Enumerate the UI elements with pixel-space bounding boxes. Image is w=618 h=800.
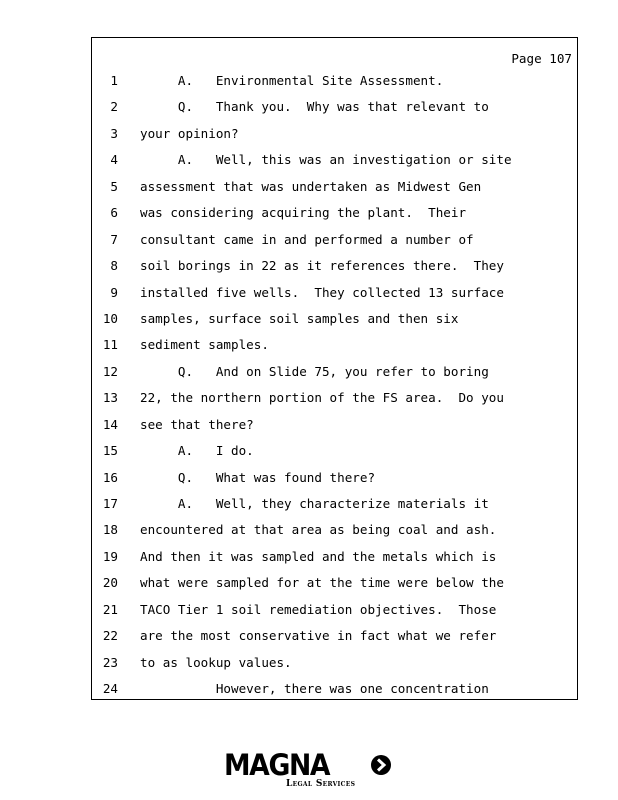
transcript-line <box>92 601 577 627</box>
line-number: 17 <box>102 496 118 511</box>
line-text: TACO Tier 1 soil remediation objectives. Those <box>140 601 497 617</box>
transcript-line <box>92 151 577 177</box>
line-text: was considering acquiring the plant. Their <box>140 205 467 221</box>
line-number: 21 <box>102 601 118 617</box>
page-number: Page 107 <box>511 51 572 66</box>
transcript-line <box>92 363 577 389</box>
line-number: 24 <box>102 681 118 697</box>
transcript-line <box>92 389 577 415</box>
line-text: see that there? <box>140 416 254 432</box>
line-number: 4 <box>110 152 118 168</box>
transcript-page <box>91 37 578 700</box>
transcript-line <box>92 310 577 336</box>
line-text: encountered at that area as being coal and ash. <box>140 522 497 538</box>
transcript-line <box>92 627 577 653</box>
transcript-line <box>92 257 577 283</box>
line-number: 8 <box>110 258 118 274</box>
transcript-line <box>92 495 577 521</box>
line-text: installed five wells. They collected 13 surface <box>140 284 504 300</box>
line-number: 20 <box>102 575 118 591</box>
line-number: 19 <box>102 548 118 564</box>
line-text: A. Well, this was an investigation or site <box>140 152 512 168</box>
transcript-line <box>92 574 577 600</box>
line-text: And then it was sampled and the metals which is <box>140 548 497 564</box>
line-text: consultant came in and performed a number of <box>140 231 474 247</box>
transcript-line <box>92 654 577 680</box>
line-number: 22 <box>102 628 118 644</box>
transcript-line <box>92 548 577 574</box>
line-text: A. I do. <box>140 443 254 459</box>
line-number: 14 <box>102 416 118 432</box>
logo-wordmark: MAGNA <box>224 748 330 782</box>
line-text: However, there was one concentration <box>140 681 489 697</box>
line-number: 12 <box>102 363 118 379</box>
transcript-line <box>92 98 577 124</box>
transcript-line <box>92 284 577 310</box>
line-number: 10 <box>102 310 118 326</box>
line-number: 18 <box>102 522 118 538</box>
line-text: A. Environmental Site Assessment. <box>140 73 444 88</box>
line-number: 11 <box>102 337 118 353</box>
transcript-line <box>92 204 577 230</box>
line-number: 7 <box>110 231 118 247</box>
transcript-lines <box>92 72 577 707</box>
transcript-line <box>92 178 577 204</box>
line-number: 6 <box>110 205 118 221</box>
line-number: 13 <box>102 390 118 406</box>
line-number: 5 <box>110 178 118 194</box>
line-number: 9 <box>110 284 118 300</box>
line-text: soil borings in 22 as it references there. They <box>140 258 504 274</box>
transcript-line <box>92 442 577 468</box>
transcript-line <box>92 231 577 257</box>
line-text: Q. And on Slide 75, you refer to boring <box>140 363 489 379</box>
transcript-line <box>92 680 577 706</box>
line-text: 22, the northern portion of the FS area. Do you <box>140 390 504 406</box>
logo-subtitle: Legal Services <box>286 779 356 789</box>
transcript-line <box>92 521 577 547</box>
line-text: are the most conservative in fact what we refer <box>140 628 497 644</box>
line-text: assessment that was undertaken as Midwest Gen <box>140 178 482 194</box>
transcript-line <box>92 125 577 151</box>
line-text: samples, surface soil samples and then six <box>140 310 459 326</box>
line-text: to as lookup values. <box>140 654 292 670</box>
line-text: your opinion? <box>140 125 239 141</box>
line-text: Q. Thank you. Why was that relevant to <box>140 99 489 115</box>
transcript-line <box>92 416 577 442</box>
line-number: 16 <box>102 469 118 485</box>
line-text: Q. What was found there? <box>140 469 376 485</box>
line-text: sediment samples. <box>140 337 269 353</box>
transcript-line <box>92 72 577 98</box>
chevron-right-circle-icon <box>370 754 392 776</box>
line-number: 3 <box>110 125 118 141</box>
line-number: 15 <box>102 443 118 459</box>
line-text: A. Well, they characterize materials it <box>140 496 489 511</box>
line-number: 23 <box>102 654 118 670</box>
transcript-line <box>92 469 577 495</box>
transcript-line <box>92 336 577 362</box>
line-text: what were sampled for at the time were below the <box>140 575 504 591</box>
line-number: 2 <box>110 99 118 115</box>
line-number: 1 <box>110 73 118 88</box>
magna-logo <box>224 748 396 792</box>
